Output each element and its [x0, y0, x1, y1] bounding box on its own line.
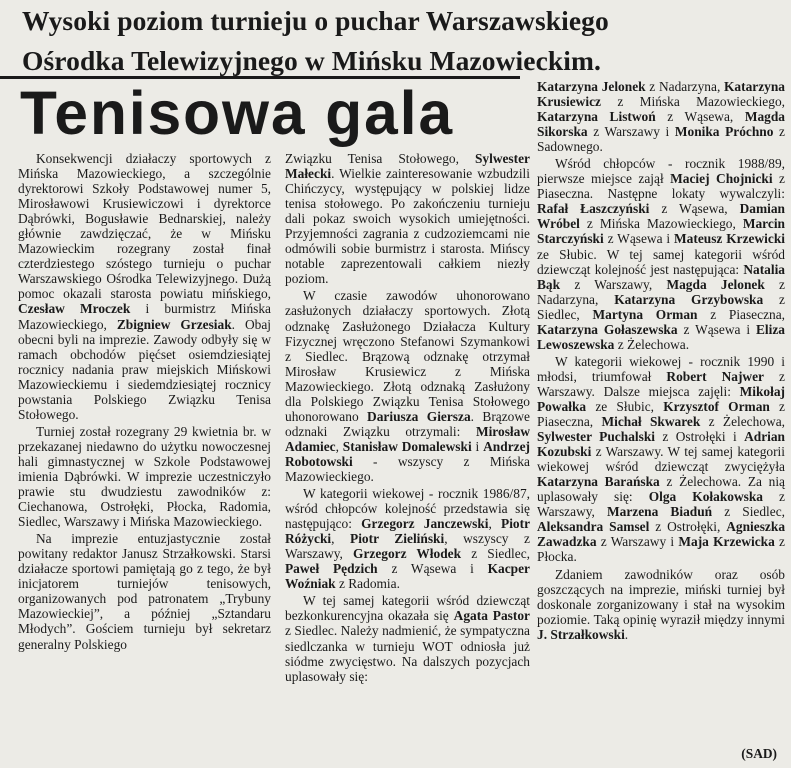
article-header [0, 0, 791, 78]
person-name: Rafał Łaszczyński [537, 201, 650, 217]
person-name: Mateusz Krzewicki [674, 231, 785, 247]
person-name: Mikołaj Powałka [537, 383, 785, 414]
person-name: Maja Krzewicka [678, 534, 775, 550]
text-column-3 [537, 79, 785, 642]
paragraph: W kategorii wiekowej - rocznik 1990 i młodsi, triumfował Robert Najwer z Warszawy. Dalsze miejsca zajęli: Mikołaj Powałka ze Słubic, Krzysztof Orman z Piaseczna, Michał Skwarek z Żelechowa, Sylwester Puchalski z Ostrołęki i Adrian Kozubski z Warszawy. W tej samej kategorii wiekowej wśród dziewcząt zwyciężyła Katarzyna Barańska z Żelechowa. Za nią uplasowały się: Olga Kołakowska z Warszawy, Marzena Biaduń z Siedlec, Aleksandra Samsel z Ostrołęki, Agnieszka Zawadzka z Warszawy i Maja Krzewicka z Płocka. [537, 353, 786, 565]
paragraph: Na imprezie entuzjastycznie został powitany redaktor Janusz Strzałkowski. Starsi działacze sportowi pamiętają go z tego, że był inicjatorem turniejów tenisowych, organizowanych pod patronatem „Trybuny Mazowieckiej”, a później „Sztandaru Młodych”. Gościem turnieju był sekretarz generalny Polskiego [18, 531, 271, 652]
person-name: Piotr Zieliński [350, 531, 445, 547]
person-name: Katarzyna Krusiewicz [537, 79, 785, 110]
person-name: Sylwester Małecki [285, 151, 530, 182]
person-name: Katarzyna Jelonek [537, 79, 646, 94]
kicker-line-2: Ośrodka Telewizyjnego w Mińsku Mazowieckim. [22, 45, 602, 76]
person-name: Andrzej Robotowski [285, 438, 530, 469]
kicker-line-1: Wysoki poziom turnieju o puchar Warszawskiego [22, 5, 609, 36]
person-name: Stanisław Domalewski [342, 438, 472, 454]
person-name: Dariusza Giersza [367, 408, 471, 424]
paragraph: W kategorii wiekowej - rocznik 1986/87, wśród chłopców kolejność przedstawia się następująco: Grzegorz Janczewski, Piotr Różycki, Piotr Zieliński, wszyscy z Warszawy, Grzegorz Włodek z Siedlec, Paweł Pędzich z Wąsewa i Kacper Woźniak z Radomia. [285, 486, 531, 592]
person-name: Katarzyna Grzybowska [614, 291, 764, 307]
person-name: Michał Skwarek [601, 414, 701, 430]
text-column-1 [18, 151, 271, 652]
person-name: Agnieszka Zawadzka [537, 519, 786, 550]
person-name: Marcin Starczyński [537, 216, 785, 247]
paragraph: Zdaniem zawodników oraz osób goszczących na imprezie, miński turniej był doskonale zorganizowany i stał na wysokim poziomie. Taką opinię wyraził między innymi J. Strzałkowski. [537, 566, 785, 642]
person-name: Martyna Orman [592, 306, 698, 322]
person-name: Magda Sikorska [537, 109, 785, 140]
person-name: Agata Pastor [453, 608, 530, 624]
person-name: Eliza Lewoszewska [537, 321, 785, 352]
paragraph: Konsekwencji działaczy sportowych z Mińska Mazowieckiego, a szczególnie dyrektorowi Szkoły Podstawowej numer 5, Mirosławowi Krusiewiczowi i dyrektorce Dąbrówki, Bogusławie Bednarskiej, należy głównie zawdzięczać, że w Mińsku Mazowieckim rozegrany został finał czterdziestego szóstego turnieju o puchar Warszawskiego Ośrodka Telewizyjnego. Dużą pomoc okazali starosta powiatu mińskiego, Czesław Mroczek i burmistrz Mińska Mazowieckiego, Zbigniew Grzesiak. Obaj obecni byli na imprezie. Zawody odbyły się w ramach obchodów pięćset osiemdziesiątej rocznicy nadania praw miejskich Mińskowi Mazowieckiemu i siedemdziesiątej rocznicy powstania Polskiego Związku Tenisa Stołowego. [18, 151, 271, 422]
person-name: Monika Próchno [674, 124, 774, 140]
person-name: Mirosław Adamiec [285, 423, 530, 454]
person-name: Kacper Woźniak [285, 561, 530, 592]
paragraph: W tej samej kategorii wśród dziewcząt bezkonkurencyjna okazała się Agata Pastor z Siedlec. Należy nadmienić, że sympatyczna siedlczanka w turnieju WOT odniosła już siódme zwycięstwo. Na dalszych pozycjach uplasowały się: [285, 593, 530, 684]
person-name: Grzegorz Włodek [353, 546, 462, 562]
person-name: Damian Wróbel [537, 201, 785, 232]
person-name: Adrian Kozubski [537, 429, 786, 460]
person-name: Robert Najwer [666, 368, 764, 384]
person-name: Piotr Różycki [285, 516, 531, 547]
person-name: Paweł Pędzich [285, 561, 378, 577]
person-name: Sylwester Puchalski [537, 429, 655, 445]
person-name: Zbigniew Grzesiak [116, 316, 232, 332]
person-name: Marzena Biaduń [607, 504, 713, 520]
paragraph: Wśród chłopców - rocznik 1988/89, pierwsze miejsce zajął Maciej Chojnicki z Piaseczna. Następne lokaty wywalczyli: Rafał Łaszczyński z Wąsewa, Damian Wróbel z Mińska Mazowieckiego, Marcin Starczyński z Wąsewa i Mateusz Krzewicki ze Słubic. W tej samej kategorii wśród dziewcząt kolejność jest następująca: Natalia Bąk z Warszawy, Magda Jelonek z Nadarzyna, Katarzyna Grzybowska z Siedlec, Martyna Orman z Piaseczna, Katarzyna Gołaszewska z Wąsewa i Eliza Lewoszewska z Żelechowa. [537, 156, 786, 352]
person-name: Katarzyna Gołaszewska [537, 321, 678, 337]
text-column-2 [285, 151, 530, 684]
person-name: Grzegorz Janczewski [361, 516, 489, 532]
person-name: Czesław Mroczek [18, 301, 131, 317]
paragraph: W czasie zawodów uhonorowano zasłużonych działaczy sportowych. Złotą odznakę Zasłużonego Działacza Kultury Fizycznej wręczono Stefanowi Szymankowi z Siedlec. Brązową odznakę otrzymał Mirosław Krusiewicz z Mińska Mazowieckiego. Złotą odznaką Zasłużony dla Polskiego Związku Tenisa Stołowego uhonorowano Dariusza Giersza. Brązowe odznaki Związku otrzymali: Mirosław Adamiec, Stanisław Domalewski i Andrzej Robotowski - wszyscy z Mińska Mazowieckiego. [285, 288, 530, 484]
person-name: Magda Jelonek [666, 276, 765, 292]
paragraph: Turniej został rozegrany 29 kwietnia br. w przekazanej niedawno do użytku nowoczesnej hali gimnastycznej w Szkole Podstawowej imienia Dąbrówki. W imprezie uczestniczyło prawie stu dwudziestu zawodników z: Ciechanowa, Ostrołęki, Płocka, Radomia, Siedlec, Warszawy i Mińska Mazowieckiego. [18, 423, 271, 530]
person-name: Katarzyna Barańska [537, 474, 660, 490]
person-name: Aleksandra Samsel [537, 519, 650, 535]
article-title: Tenisowa gala [20, 79, 455, 147]
author-signature: (SAD) [741, 746, 777, 761]
person-name: Natalia Bąk [537, 261, 785, 292]
person-name: Krzysztof Orman [663, 398, 770, 414]
paragraph: Katarzyna Jelonek z Nadarzyna, Katarzyna Krusiewicz z Mińska Mazowieckiego, Katarzyna Listwoń z Wąsewa, Magda Sikorska z Warszawy i Monika Próchno z Sadownego. [537, 79, 785, 155]
person-name: Katarzyna Listwoń [537, 109, 656, 125]
person-name: Maciej Chojnicki [670, 171, 773, 187]
person-name: J. Strzałkowski [537, 626, 625, 642]
person-name: Olga Kołakowska [648, 489, 763, 505]
paragraph: Związku Tenisa Stołowego, Sylwester Małecki. Wielkie zainteresowanie wzbudzili Chińczycy, występujący w polskiej lidze tenisa stołowego. Po zakończeniu turnieju dali pokaz swoich wysokich umiejętności. Przyjemności zagrania z cudzoziemcami nie odmówili sobie burmistrz i starosta. Mińscy notable zaprezentowali całkiem niezły poziom. [285, 151, 530, 287]
